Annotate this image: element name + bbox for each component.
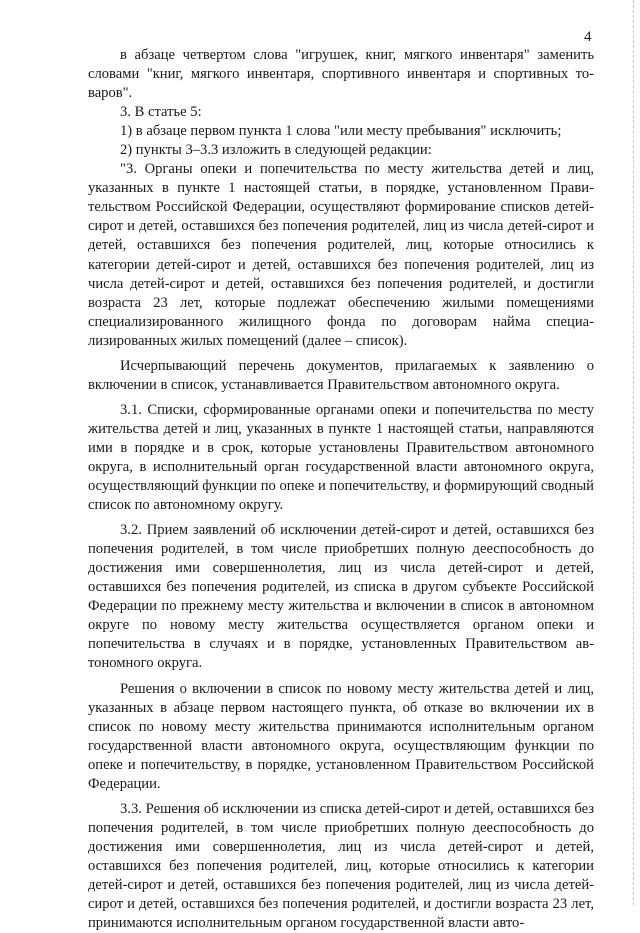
paragraph-clause-3-3: 3.3. Решения об исключении из списка детей-сирот и детей, оставшихся без попечения родителей, в том числе приобретших полную дееспособность до достижения ими совершеннолетия, лиц из числа детей-сирот и детей, оставшихся без попечения родителей, лиц, которые относились к категории детей-сирот и детей, оставшихся без попечения родителей, лиц из числа детей-сирот и детей, оставшихся без попечения родителей, и достигли возраста 23 лет, принимаются исполнительным органом государственной власти авто- [88,800,594,932]
paragraph-article-5-heading: 3. В статье 5: [120,104,202,121]
scan-edge-line [632,0,634,905]
paragraph-clause-3: "3. Органы опеки и попечительства по месту жительства детей и лиц, указанных в пункте 1 настоящей статьи, в порядке, установленном Правительством Российской Федерации, осуществляют формирование списков детей-сирот и детей, оставшихся без попечения родителей, лиц из числа детей-сирот и детей, оставшихся без попечения родителей, лиц, которые относились к категории детей-сирот и детей, оставшихся без попечения родителей, лиц из числа детей-сирот и детей, оставшихся без попечения родителей, и достигли возраста 23 лет, которые подлежат обеспечению жилыми помещениями специализированного жилищного фонда по договорам найма специализированных жилых помещений (далее – список). [88,161,594,349]
page-number: 4 [584,29,592,45]
paragraph-documents-list: Исчерпывающий перечень документов, прилагаемых к заявлению о включении в список, устанавливается Правительством автономного округа. [88,357,594,393]
document-body [88,46,594,933]
paragraph-clause-3-2: 3.2. Прием заявлений об исключении детей-сирот и детей, оставшихся без попечения родителей, в том числе приобретших полную дееспособность до достижения ими совершеннолетия, лиц из числа детей-сирот и детей, оставшихся без попечения родителей, из списка в другом субъекте Российской Федерации по прежнему месту жительства и включении в список в автономном округе по новому месту жительства осуществляется органом опеки и попечительства в случаях и в порядке, установленных Правительством автономного округа. [88,522,594,672]
paragraph-item-2: 2) пункты 3–3.3 изложить в следующей редакции: [120,142,432,159]
paragraph-toys-replacement: в абзаце четвертом слова "игрушек, книг, мягкого инвентаря" заменить словами "книг, мягкого инвентаря, спортивного инвентаря и спортивных товаров". [88,47,594,102]
paragraph-decisions-inclusion: Решения о включении в список по новому месту жительства детей и лиц, указанных в абзаце первом настоящего пункта, об отказе во включении их в список по новому месту жительства принимаются исполнительным органом государственной власти автономного округа, осуществляющим функции по опеке и попечительству, в порядке, установленном Правительством Российской Федерации. [88,680,594,792]
paragraph-item-1: 1) в абзаце первом пункта 1 слова "или месту пребывания" исключить; [120,123,562,140]
paragraph-clause-3-1: 3.1. Списки, сформированные органами опеки и попечительства по месту жительства детей и лиц, указанных в пункте 1 настоящей статьи, направляются ими в порядке и в срок, которые установлены Правительством автономного округа, в исполнительный орган государственной власти автономного округа, осуществляющий функции по опеке и попечительству, и формирующий сводный список по автономному округу. [88,401,594,514]
